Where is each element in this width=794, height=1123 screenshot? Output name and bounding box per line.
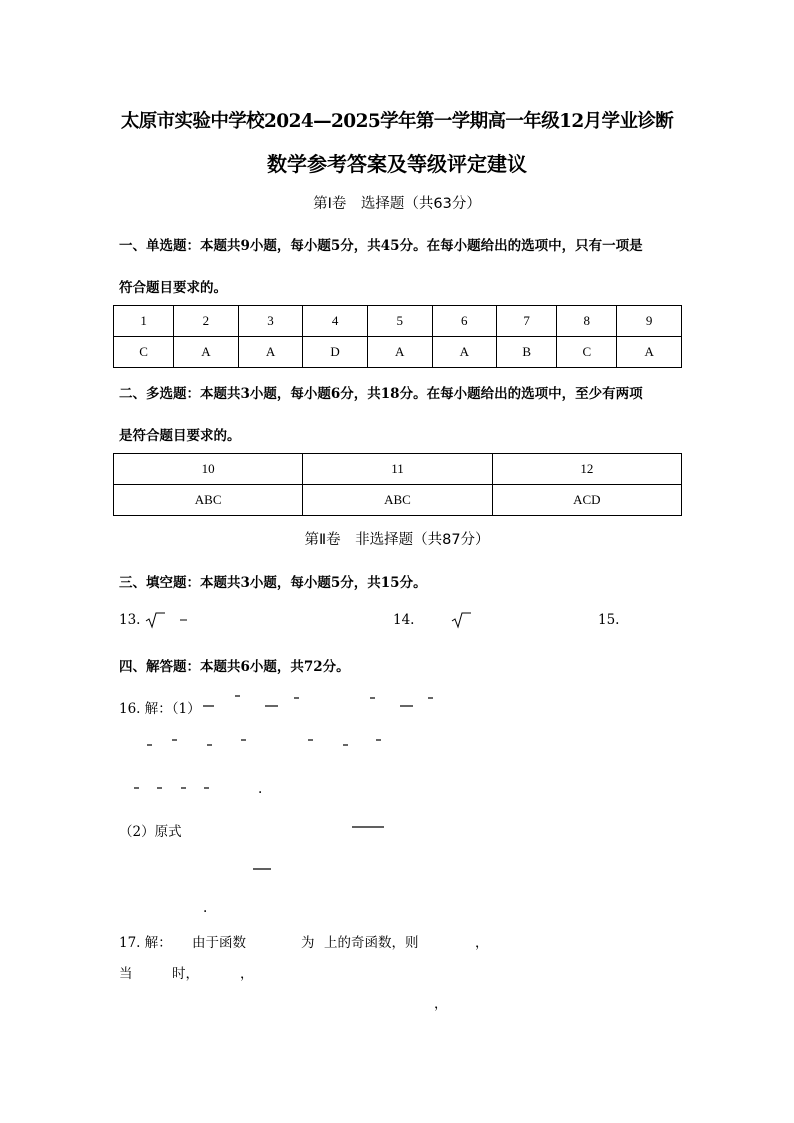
question-number-cell: 9	[617, 306, 682, 337]
question-number-cell: 6	[432, 306, 497, 337]
answer-cell: A	[617, 337, 682, 368]
q13-label: 13.	[119, 612, 141, 628]
q17-text-3: 上的奇函数，则	[324, 935, 419, 951]
fraction-bar	[180, 618, 188, 622]
document-subtitle: 数学参考答案及等级评定建议	[267, 152, 527, 176]
q17-comma-3: ，	[434, 996, 448, 1012]
question-number-cell: 10	[114, 454, 303, 485]
answer-cell: ABC	[114, 485, 303, 516]
answer-cell: C	[114, 337, 174, 368]
q16-part2-label: （2）原式	[119, 824, 182, 840]
table-row	[114, 306, 682, 337]
answer-cell: A	[174, 337, 239, 368]
q16-part1-period: .	[258, 781, 263, 797]
question-number-cell: 2	[174, 306, 239, 337]
question-number-cell: 4	[303, 306, 368, 337]
multi-choice-answer-table	[113, 453, 682, 516]
q14-label: 14.	[393, 612, 415, 628]
section-3-heading: 三、填空题：本题共3小题，每小题5分，共15分。	[119, 575, 427, 591]
q17-text-1: 由于函数	[192, 935, 246, 951]
q17-when: 当	[119, 966, 133, 982]
q17-comma-1: ，	[475, 935, 489, 951]
volume-1-heading: 第Ⅰ卷 选择题（共63分）	[313, 196, 481, 212]
fraction-bar	[252, 866, 272, 872]
answer-cell: C	[557, 337, 617, 368]
section-2-heading-line1: 二、多选题：本题共3小题，每小题6分，共18分。在每小题给出的选项中，至少有两项	[119, 386, 643, 402]
question-number-cell: 5	[367, 306, 432, 337]
answer-cell: ACD	[492, 485, 681, 516]
sqrt-symbol	[450, 611, 472, 629]
question-number-cell: 7	[497, 306, 557, 337]
section-4-heading: 四、解答题：本题共6小题，共72分。	[119, 659, 350, 675]
question-number-cell: 1	[114, 306, 174, 337]
q17-text-2: 为	[301, 935, 315, 951]
question-number-cell: 3	[238, 306, 303, 337]
q17-label: 17. 解：	[119, 935, 172, 951]
section-1-heading-line1: 一、单选题：本题共9小题，每小题5分，共45分。在每小题给出的选项中，只有一项是	[119, 238, 643, 254]
q16-end-period: .	[203, 900, 208, 916]
q17-comma-2: ，	[240, 966, 254, 982]
q17-shi: 时，	[172, 966, 199, 982]
question-number-cell: 11	[303, 454, 492, 485]
answer-cell: ABC	[303, 485, 492, 516]
section-2-heading-line2: 是符合题目要求的。	[119, 428, 241, 444]
document-title: 太原市实验中学校2024—2025学年第一学期高一年级12月学业诊断	[120, 111, 674, 132]
answer-cell: D	[303, 337, 368, 368]
q16-fraction-bars	[110, 690, 450, 800]
sqrt-symbol	[144, 611, 166, 629]
q15-label: 15.	[598, 612, 620, 628]
table-row	[114, 485, 682, 516]
question-number-cell: 12	[492, 454, 681, 485]
volume-2-heading: 第Ⅱ卷 非选择题（共87分）	[304, 532, 490, 548]
section-1-heading-line2: 符合题目要求的。	[119, 280, 227, 296]
table-row	[114, 454, 682, 485]
answer-cell: B	[497, 337, 557, 368]
question-number-cell: 8	[557, 306, 617, 337]
single-choice-answer-table	[113, 305, 682, 368]
answer-cell: A	[432, 337, 497, 368]
answer-cell: A	[238, 337, 303, 368]
q16-label: 16. 解：（1）	[119, 701, 201, 717]
fraction-bar	[350, 824, 386, 830]
answer-cell: A	[367, 337, 432, 368]
table-row	[114, 337, 682, 368]
